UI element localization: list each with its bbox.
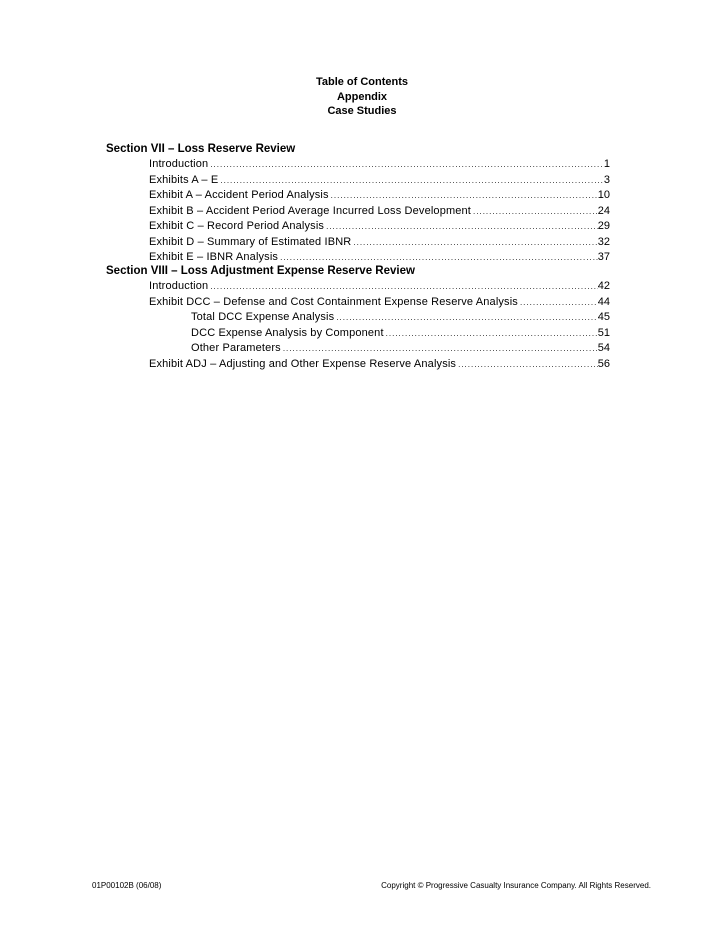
toc-entry[interactable] (106, 357, 610, 373)
toc-entry-page: 54 (597, 342, 610, 354)
toc-entry[interactable] (106, 279, 610, 295)
toc-entry-label: Exhibit E – IBNR Analysis (149, 251, 279, 263)
toc-entry-label: Exhibit DCC – Defense and Cost Containment Expense Reserve Analysis (149, 295, 518, 308)
toc-entry[interactable] (106, 219, 610, 235)
toc-entry[interactable] (106, 341, 610, 357)
toc-entry[interactable] (106, 157, 610, 173)
header-title: Table of Contents (315, 76, 409, 88)
toc-entry-label: Introduction (149, 280, 209, 292)
toc-entry-page: 51 (597, 326, 610, 339)
toc-entry-page: 10 (597, 189, 610, 201)
toc-entry-page: 24 (597, 204, 610, 217)
section-title: Section VII – Loss Reserve Review (106, 143, 296, 155)
document-header (262, 75, 462, 119)
toc-section-viii (106, 264, 610, 372)
toc-entry-label: Exhibit D – Summary of Estimated IBNR (149, 235, 352, 248)
toc-entry-page: 32 (597, 235, 610, 248)
toc-entry-page: 3 (603, 173, 610, 186)
toc-entry-label: Exhibit C – Record Period Analysis (149, 220, 325, 232)
toc-entry-label: Exhibit B – Accident Period Average Incurred Loss Development (149, 204, 472, 217)
toc-entry-page: 37 (597, 251, 610, 263)
dot-leader (456, 357, 598, 373)
toc-entry-label: DCC Expense Analysis by Component (191, 326, 384, 339)
toc-entry-label: Other Parameters (191, 342, 281, 354)
toc-entry-page: 42 (597, 280, 610, 292)
toc-entry[interactable] (106, 326, 610, 342)
dot-leader (281, 341, 598, 357)
header-subtitle-case-studies: Case Studies (327, 105, 397, 117)
toc-section-vii (106, 142, 610, 266)
dot-leader (518, 295, 598, 311)
toc-entry-page: 29 (597, 220, 610, 232)
dot-leader (329, 188, 598, 204)
toc-entry-page: 1 (603, 158, 610, 170)
toc-entry-page: 56 (597, 357, 610, 370)
toc-entry[interactable] (106, 173, 610, 189)
dot-leader (334, 310, 597, 326)
toc-entry[interactable] (106, 204, 610, 220)
header-subtitle-appendix: Appendix (336, 90, 388, 103)
toc-entry-label: Exhibit A – Accident Period Analysis (149, 189, 329, 201)
toc-entry[interactable] (106, 310, 610, 326)
dot-leader (208, 279, 597, 295)
toc-entry-label: Exhibit ADJ – Adjusting and Other Expense Reserve Analysis (149, 357, 457, 370)
toc-entry[interactable] (106, 235, 610, 251)
toc-entry-label: Introduction (149, 158, 209, 170)
toc-entry-page: 45 (597, 311, 610, 323)
footer-form-number: 01P00102B (06/08) (92, 881, 162, 890)
dot-leader (471, 204, 598, 220)
dot-leader (324, 219, 598, 235)
dot-leader (384, 326, 598, 342)
footer-copyright: Copyright © Progressive Casualty Insurance Company. All Rights Reserved. (381, 881, 651, 890)
toc-entry-label: Exhibits A – E (149, 173, 219, 186)
toc-entry[interactable] (106, 295, 610, 311)
dot-leader (208, 157, 604, 173)
toc-entry-label: Total DCC Expense Analysis (191, 311, 335, 323)
toc-entry[interactable] (106, 188, 610, 204)
toc-entry-page: 44 (597, 295, 610, 308)
dot-leader (351, 235, 597, 251)
section-title: Section VIII – Loss Adjustment Expense Reserve Review (106, 265, 415, 277)
dot-leader (218, 173, 604, 189)
